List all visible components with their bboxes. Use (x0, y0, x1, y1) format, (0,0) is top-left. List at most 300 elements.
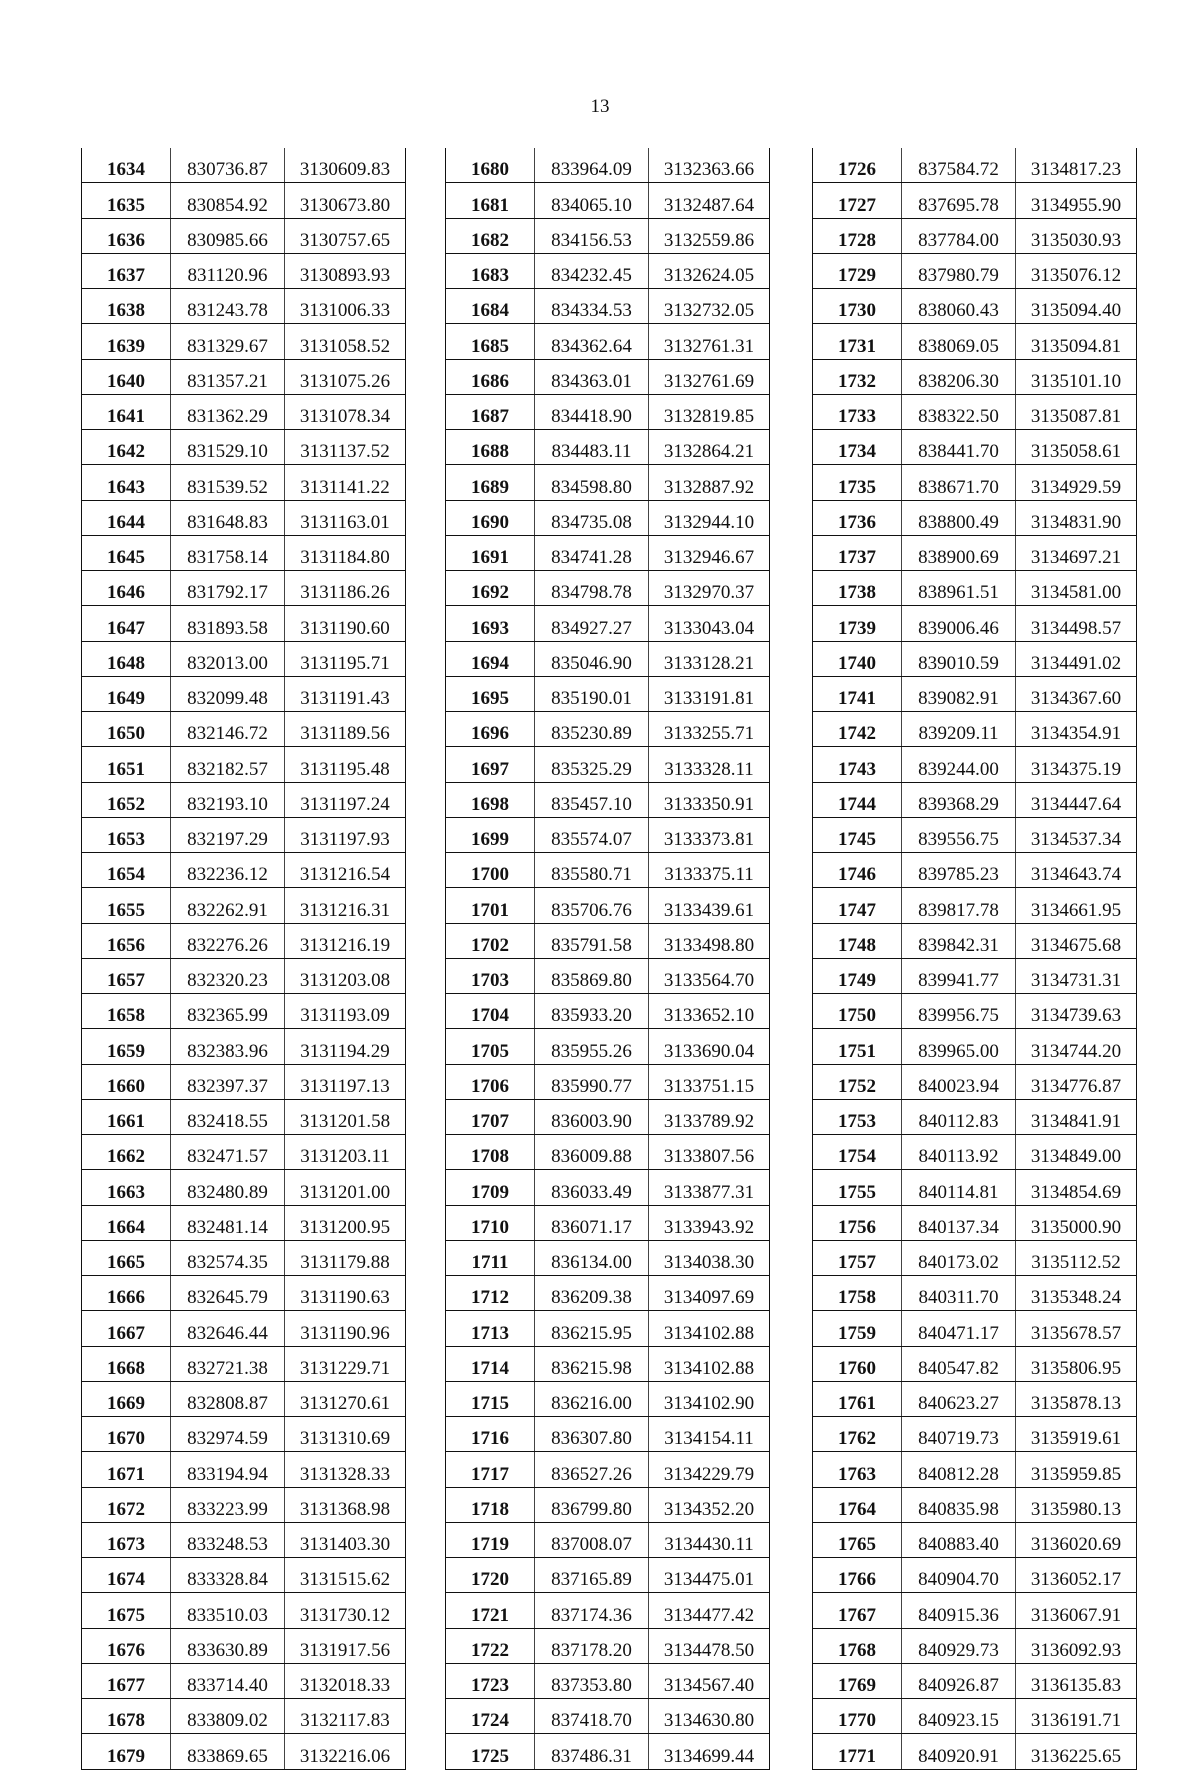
x-coordinate: 840920.91 (902, 1734, 1016, 1769)
point-number: 1674 (82, 1558, 171, 1593)
table-row (446, 1699, 770, 1734)
point-number: 1704 (446, 994, 535, 1029)
table-row (813, 183, 1137, 218)
point-number: 1694 (446, 641, 535, 676)
y-coordinate: 3133375.11 (649, 853, 770, 888)
point-number: 1726 (813, 148, 902, 183)
point-number: 1634 (82, 148, 171, 183)
y-coordinate: 3131403.30 (285, 1522, 406, 1557)
table-row (446, 853, 770, 888)
x-coordinate: 836799.80 (535, 1487, 649, 1522)
y-coordinate: 3133328.11 (649, 747, 770, 782)
table-row (446, 1276, 770, 1311)
x-coordinate: 839244.00 (902, 747, 1016, 782)
y-coordinate: 3133690.04 (649, 1029, 770, 1064)
x-coordinate: 840137.34 (902, 1205, 1016, 1240)
x-coordinate: 834065.10 (535, 183, 649, 218)
table-row (813, 676, 1137, 711)
y-coordinate: 3133564.70 (649, 958, 770, 993)
y-coordinate: 3131200.95 (285, 1205, 406, 1240)
y-coordinate: 3131058.52 (285, 324, 406, 359)
y-coordinate: 3133807.56 (649, 1135, 770, 1170)
y-coordinate: 3131190.60 (285, 606, 406, 641)
table-row (446, 183, 770, 218)
point-number: 1729 (813, 253, 902, 288)
point-number: 1747 (813, 888, 902, 923)
y-coordinate: 3131078.34 (285, 394, 406, 429)
point-number: 1738 (813, 571, 902, 606)
point-number: 1730 (813, 289, 902, 324)
table-row (82, 782, 406, 817)
table-row (813, 1099, 1137, 1134)
y-coordinate: 3134491.02 (1016, 641, 1137, 676)
x-coordinate: 832481.14 (171, 1205, 285, 1240)
y-coordinate: 3134699.44 (649, 1734, 770, 1769)
x-coordinate: 836215.98 (535, 1346, 649, 1381)
y-coordinate: 3134955.90 (1016, 183, 1137, 218)
table-row (82, 712, 406, 747)
x-coordinate: 835990.77 (535, 1064, 649, 1099)
table-row (813, 289, 1137, 324)
table-row (813, 1135, 1137, 1170)
y-coordinate: 3134038.30 (649, 1240, 770, 1275)
x-coordinate: 835869.80 (535, 958, 649, 993)
x-coordinate: 837178.20 (535, 1628, 649, 1663)
y-coordinate: 3134354.91 (1016, 712, 1137, 747)
point-number: 1695 (446, 676, 535, 711)
x-coordinate: 832236.12 (171, 853, 285, 888)
table-row (813, 1381, 1137, 1416)
y-coordinate: 3131194.29 (285, 1029, 406, 1064)
table-row (446, 500, 770, 535)
x-coordinate: 839817.78 (902, 888, 1016, 923)
table-row (446, 1558, 770, 1593)
point-number: 1651 (82, 747, 171, 782)
point-number: 1649 (82, 676, 171, 711)
table-row (446, 1170, 770, 1205)
table-row (813, 712, 1137, 747)
point-number: 1648 (82, 641, 171, 676)
y-coordinate: 3131195.48 (285, 747, 406, 782)
table-row (82, 324, 406, 359)
table-row (813, 1628, 1137, 1663)
table-row (82, 606, 406, 641)
table-row (82, 994, 406, 1029)
point-number: 1692 (446, 571, 535, 606)
y-coordinate: 3132559.86 (649, 218, 770, 253)
y-coordinate: 3134817.23 (1016, 148, 1137, 183)
table-row (813, 394, 1137, 429)
point-number: 1697 (446, 747, 535, 782)
y-coordinate: 3132624.05 (649, 253, 770, 288)
point-number: 1733 (813, 394, 902, 429)
coordinate-table-2 (445, 148, 770, 1770)
y-coordinate: 3136067.91 (1016, 1593, 1137, 1628)
point-number: 1637 (82, 253, 171, 288)
x-coordinate: 837165.89 (535, 1558, 649, 1593)
y-coordinate: 3133751.15 (649, 1064, 770, 1099)
x-coordinate: 838441.70 (902, 430, 1016, 465)
y-coordinate: 3131515.62 (285, 1558, 406, 1593)
table-row (446, 676, 770, 711)
point-number: 1768 (813, 1628, 902, 1663)
y-coordinate: 3135101.10 (1016, 359, 1137, 394)
y-coordinate: 3134447.64 (1016, 782, 1137, 817)
y-coordinate: 3132970.37 (649, 571, 770, 606)
table-row (446, 253, 770, 288)
x-coordinate: 835190.01 (535, 676, 649, 711)
point-number: 1746 (813, 853, 902, 888)
y-coordinate: 3130609.83 (285, 148, 406, 183)
x-coordinate: 831529.10 (171, 430, 285, 465)
table-row (446, 1628, 770, 1663)
x-coordinate: 832808.87 (171, 1381, 285, 1416)
point-number: 1676 (82, 1628, 171, 1663)
point-number: 1664 (82, 1205, 171, 1240)
x-coordinate: 831648.83 (171, 500, 285, 535)
point-number: 1761 (813, 1381, 902, 1416)
point-number: 1764 (813, 1487, 902, 1522)
x-coordinate: 834362.64 (535, 324, 649, 359)
x-coordinate: 831539.52 (171, 465, 285, 500)
x-coordinate: 836134.00 (535, 1240, 649, 1275)
table-row (82, 1381, 406, 1416)
table-row (813, 218, 1137, 253)
point-number: 1663 (82, 1170, 171, 1205)
table-row (82, 253, 406, 288)
point-number: 1706 (446, 1064, 535, 1099)
point-number: 1642 (82, 430, 171, 465)
table-row (446, 1311, 770, 1346)
point-number: 1646 (82, 571, 171, 606)
table-row (813, 148, 1137, 183)
point-number: 1689 (446, 465, 535, 500)
x-coordinate: 840904.70 (902, 1558, 1016, 1593)
x-coordinate: 836033.49 (535, 1170, 649, 1205)
point-number: 1647 (82, 606, 171, 641)
x-coordinate: 831120.96 (171, 253, 285, 288)
x-coordinate: 834156.53 (535, 218, 649, 253)
table-row (446, 1663, 770, 1698)
page-number: 13 (590, 96, 610, 117)
point-number: 1643 (82, 465, 171, 500)
point-number: 1690 (446, 500, 535, 535)
x-coordinate: 839842.31 (902, 923, 1016, 958)
table-row (446, 923, 770, 958)
y-coordinate: 3133498.80 (649, 923, 770, 958)
table-row (82, 888, 406, 923)
y-coordinate: 3131184.80 (285, 535, 406, 570)
table-row (813, 1734, 1137, 1769)
point-number: 1732 (813, 359, 902, 394)
table-row (446, 747, 770, 782)
point-number: 1660 (82, 1064, 171, 1099)
y-coordinate: 3134744.20 (1016, 1029, 1137, 1064)
y-coordinate: 3133439.61 (649, 888, 770, 923)
table-row (446, 1240, 770, 1275)
table-row (446, 1487, 770, 1522)
table-row (82, 289, 406, 324)
y-coordinate: 3134102.88 (649, 1311, 770, 1346)
point-number: 1721 (446, 1593, 535, 1628)
x-coordinate: 832383.96 (171, 1029, 285, 1064)
table-row (82, 1099, 406, 1134)
table-row (446, 535, 770, 570)
y-coordinate: 3132363.66 (649, 148, 770, 183)
y-coordinate: 3134567.40 (649, 1663, 770, 1698)
table-row (813, 782, 1137, 817)
x-coordinate: 840926.87 (902, 1663, 1016, 1698)
point-number: 1672 (82, 1487, 171, 1522)
table-row (813, 1240, 1137, 1275)
point-number: 1677 (82, 1663, 171, 1698)
y-coordinate: 3134537.34 (1016, 817, 1137, 852)
x-coordinate: 835046.90 (535, 641, 649, 676)
point-number: 1650 (82, 712, 171, 747)
table-row (82, 1170, 406, 1205)
x-coordinate: 839368.29 (902, 782, 1016, 817)
x-coordinate: 832013.00 (171, 641, 285, 676)
point-number: 1722 (446, 1628, 535, 1663)
point-number: 1763 (813, 1452, 902, 1487)
y-coordinate: 3134352.20 (649, 1487, 770, 1522)
y-coordinate: 3134739.63 (1016, 994, 1137, 1029)
table-row (813, 888, 1137, 923)
x-coordinate: 840023.94 (902, 1064, 1016, 1099)
x-coordinate: 839209.11 (902, 712, 1016, 747)
point-number: 1770 (813, 1699, 902, 1734)
y-coordinate: 3132864.21 (649, 430, 770, 465)
y-coordinate: 3134661.95 (1016, 888, 1137, 923)
y-coordinate: 3132018.33 (285, 1663, 406, 1698)
table-row (446, 1346, 770, 1381)
y-coordinate: 3131730.12 (285, 1593, 406, 1628)
table-row (813, 359, 1137, 394)
y-coordinate: 3131193.09 (285, 994, 406, 1029)
y-coordinate: 3131075.26 (285, 359, 406, 394)
y-coordinate: 3131191.43 (285, 676, 406, 711)
point-number: 1766 (813, 1558, 902, 1593)
table-row (82, 1628, 406, 1663)
table-row (446, 817, 770, 852)
x-coordinate: 831893.58 (171, 606, 285, 641)
x-coordinate: 833248.53 (171, 1522, 285, 1557)
x-coordinate: 838206.30 (902, 359, 1016, 394)
x-coordinate: 839082.91 (902, 676, 1016, 711)
table-row (813, 641, 1137, 676)
x-coordinate: 835325.29 (535, 747, 649, 782)
x-coordinate: 831329.67 (171, 324, 285, 359)
table-row (813, 1205, 1137, 1240)
table-row (82, 535, 406, 570)
point-number: 1639 (82, 324, 171, 359)
point-number: 1750 (813, 994, 902, 1029)
y-coordinate: 3131163.01 (285, 500, 406, 535)
point-number: 1665 (82, 1240, 171, 1275)
y-coordinate: 3134475.01 (649, 1558, 770, 1593)
point-number: 1681 (446, 183, 535, 218)
table-row (446, 1734, 770, 1769)
x-coordinate: 833630.89 (171, 1628, 285, 1663)
x-coordinate: 834927.27 (535, 606, 649, 641)
table-row (813, 571, 1137, 606)
point-number: 1762 (813, 1417, 902, 1452)
coordinate-table-3 (812, 148, 1137, 1770)
point-number: 1653 (82, 817, 171, 852)
table-row (82, 923, 406, 958)
table-row (446, 571, 770, 606)
table-row (813, 1487, 1137, 1522)
x-coordinate: 840719.73 (902, 1417, 1016, 1452)
table-row (82, 1064, 406, 1099)
table-row (813, 1593, 1137, 1628)
x-coordinate: 837486.31 (535, 1734, 649, 1769)
point-number: 1759 (813, 1311, 902, 1346)
table-row (446, 994, 770, 1029)
table-row (446, 1135, 770, 1170)
x-coordinate: 837980.79 (902, 253, 1016, 288)
y-coordinate: 3134630.80 (649, 1699, 770, 1734)
point-number: 1679 (82, 1734, 171, 1769)
table-row (813, 1311, 1137, 1346)
x-coordinate: 838322.50 (902, 394, 1016, 429)
y-coordinate: 3134849.00 (1016, 1135, 1137, 1170)
y-coordinate: 3131195.71 (285, 641, 406, 676)
point-number: 1668 (82, 1346, 171, 1381)
y-coordinate: 3131006.33 (285, 289, 406, 324)
y-coordinate: 3132946.67 (649, 535, 770, 570)
x-coordinate: 838900.69 (902, 535, 1016, 570)
table-row (82, 148, 406, 183)
y-coordinate: 3131197.93 (285, 817, 406, 852)
point-number: 1678 (82, 1699, 171, 1734)
point-number: 1748 (813, 923, 902, 958)
x-coordinate: 836216.00 (535, 1381, 649, 1416)
y-coordinate: 3134675.68 (1016, 923, 1137, 958)
point-number: 1755 (813, 1170, 902, 1205)
x-coordinate: 840929.73 (902, 1628, 1016, 1663)
x-coordinate: 836071.17 (535, 1205, 649, 1240)
y-coordinate: 3131310.69 (285, 1417, 406, 1452)
point-number: 1693 (446, 606, 535, 641)
point-number: 1675 (82, 1593, 171, 1628)
point-number: 1725 (446, 1734, 535, 1769)
table-row (82, 641, 406, 676)
y-coordinate: 3134854.69 (1016, 1170, 1137, 1205)
x-coordinate: 831792.17 (171, 571, 285, 606)
y-coordinate: 3135112.52 (1016, 1240, 1137, 1275)
table-row (813, 465, 1137, 500)
point-number: 1739 (813, 606, 902, 641)
point-number: 1767 (813, 1593, 902, 1628)
table-row (82, 853, 406, 888)
x-coordinate: 832146.72 (171, 712, 285, 747)
x-coordinate: 838800.49 (902, 500, 1016, 535)
x-coordinate: 840471.17 (902, 1311, 1016, 1346)
point-number: 1696 (446, 712, 535, 747)
table-row (813, 253, 1137, 288)
y-coordinate: 3133043.04 (649, 606, 770, 641)
table-row (82, 1029, 406, 1064)
point-number: 1744 (813, 782, 902, 817)
y-coordinate: 3131137.52 (285, 430, 406, 465)
table-row (82, 1593, 406, 1628)
x-coordinate: 840923.15 (902, 1699, 1016, 1734)
y-coordinate: 3136092.93 (1016, 1628, 1137, 1663)
x-coordinate: 835955.26 (535, 1029, 649, 1064)
point-number: 1654 (82, 853, 171, 888)
point-number: 1685 (446, 324, 535, 359)
table-row (82, 1276, 406, 1311)
point-number: 1757 (813, 1240, 902, 1275)
table-row (446, 1029, 770, 1064)
point-number: 1684 (446, 289, 535, 324)
table-row (82, 1205, 406, 1240)
x-coordinate: 836003.90 (535, 1099, 649, 1134)
table-row (446, 1452, 770, 1487)
coordinate-table-1 (81, 148, 406, 1770)
x-coordinate: 837584.72 (902, 148, 1016, 183)
x-coordinate: 830854.92 (171, 183, 285, 218)
x-coordinate: 834363.01 (535, 359, 649, 394)
x-coordinate: 840547.82 (902, 1346, 1016, 1381)
point-number: 1749 (813, 958, 902, 993)
point-number: 1669 (82, 1381, 171, 1416)
x-coordinate: 840114.81 (902, 1170, 1016, 1205)
table-row (813, 958, 1137, 993)
y-coordinate: 3135980.13 (1016, 1487, 1137, 1522)
y-coordinate: 3134643.74 (1016, 853, 1137, 888)
table-row (813, 430, 1137, 465)
point-number: 1691 (446, 535, 535, 570)
y-coordinate: 3136191.71 (1016, 1699, 1137, 1734)
table-row (813, 747, 1137, 782)
x-coordinate: 833714.40 (171, 1663, 285, 1698)
point-number: 1635 (82, 183, 171, 218)
table-row (813, 606, 1137, 641)
point-number: 1718 (446, 1487, 535, 1522)
x-coordinate: 834232.45 (535, 253, 649, 288)
point-number: 1652 (82, 782, 171, 817)
x-coordinate: 840835.98 (902, 1487, 1016, 1522)
point-number: 1728 (813, 218, 902, 253)
x-coordinate: 832365.99 (171, 994, 285, 1029)
point-number: 1661 (82, 1099, 171, 1134)
x-coordinate: 834418.90 (535, 394, 649, 429)
y-coordinate: 3131216.31 (285, 888, 406, 923)
table-row (82, 747, 406, 782)
x-coordinate: 833510.03 (171, 1593, 285, 1628)
x-coordinate: 839010.59 (902, 641, 1016, 676)
table-row (446, 1064, 770, 1099)
y-coordinate: 3131190.96 (285, 1311, 406, 1346)
y-coordinate: 3131141.22 (285, 465, 406, 500)
point-number: 1701 (446, 888, 535, 923)
table-row (82, 676, 406, 711)
y-coordinate: 3131197.13 (285, 1064, 406, 1099)
point-number: 1680 (446, 148, 535, 183)
table-row (82, 394, 406, 429)
point-number: 1656 (82, 923, 171, 958)
x-coordinate: 839956.75 (902, 994, 1016, 1029)
table-row (82, 430, 406, 465)
x-coordinate: 837784.00 (902, 218, 1016, 253)
y-coordinate: 3135030.93 (1016, 218, 1137, 253)
y-coordinate: 3134154.11 (649, 1417, 770, 1452)
y-coordinate: 3130673.80 (285, 183, 406, 218)
x-coordinate: 833194.94 (171, 1452, 285, 1487)
x-coordinate: 834798.78 (535, 571, 649, 606)
